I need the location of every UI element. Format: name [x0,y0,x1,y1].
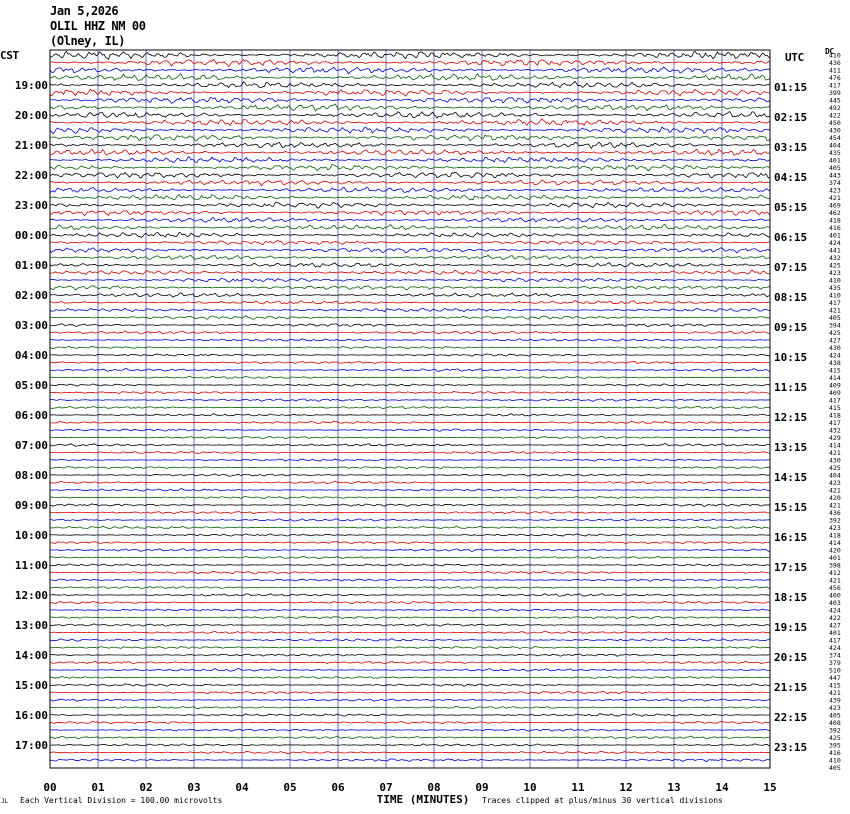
trace-line [50,376,770,378]
trace-line [50,149,770,155]
dc-offset-label: 410 [829,756,841,765]
dc-header-label: DC [825,47,834,56]
plot-frame [50,50,770,768]
trace-line [50,195,770,200]
trace-line [50,301,770,304]
dc-offset-label: 392 [829,516,841,525]
scale-note: Each Vertical Division = 100.00 microvolts [20,796,223,805]
dc-offset-label: 430 [829,456,841,465]
dc-offset-label: 412 [829,569,841,577]
x-tick-label: 07 [379,781,393,794]
trace-line [50,240,770,244]
left-hour-label: 05:00 [14,379,48,392]
trace-line [50,414,770,416]
x-axis-label: TIME (MINUTES) [376,793,470,806]
trace-line [50,391,770,393]
dc-offset-label: 424 [829,606,841,615]
dc-offset-label: 425 [829,464,841,472]
trace-line [50,467,770,469]
left-hour-label: 11:00 [14,559,48,572]
dc-offset-label: 438 [829,359,841,367]
trace-line [50,534,770,536]
dc-offset-label: 415 [829,366,841,375]
dc-offset-label: 445 [829,96,841,105]
dc-offset-label: 450 [829,119,841,127]
dc-offset-label: 409 [829,389,841,397]
left-hour-label: 02:00 [14,289,48,302]
trace-line [50,89,770,96]
dc-offset-label: 414 [829,539,841,547]
trace-line [50,639,770,642]
dc-offset-label: 421 [829,486,841,495]
left-hour-label: 13:00 [14,619,48,632]
left-hour-label: 23:00 [14,199,48,212]
dc-offset-label: 414 [829,441,841,450]
trace-line [50,127,770,134]
dc-offset-label: 423 [829,186,841,195]
trace-line [50,187,770,192]
left-timezone-label: CST [0,49,19,62]
trace-line [50,549,770,552]
trace-line [50,81,770,87]
trace-line [50,601,770,603]
trace-line [50,616,770,618]
dc-offset-label: 417 [829,396,841,405]
right-hour-label: 17:15 [774,561,808,574]
seismic-traces [50,51,770,761]
left-hour-label: 17:00 [14,739,48,752]
x-tick-label: 04 [235,781,249,794]
dc-offset-label: 439 [829,696,841,705]
x-tick-label: 05 [283,781,297,794]
x-tick-label: 14 [715,781,729,794]
trace-line [50,97,770,103]
trace-line [50,481,770,484]
right-hour-label: 12:15 [774,411,808,424]
dc-offset-label: 422 [829,111,841,120]
right-hour-label: 22:15 [774,711,808,724]
dc-offset-label: 421 [829,689,841,697]
dc-offset-label: 469 [829,201,841,210]
dc-offset-label: 417 [829,419,841,427]
dc-offset-label: 392 [829,726,841,735]
trace-line [50,339,770,341]
trace-line [50,286,770,290]
dc-offset-label: 427 [829,336,841,345]
dc-offset-label: 423 [829,479,841,487]
trace-line [50,519,770,521]
left-hour-label: 04:00 [14,349,48,362]
dc-offset-label: 405 [829,164,841,172]
x-tick-label: 02 [139,781,153,794]
trace-line [50,496,770,498]
trace-line [50,384,770,386]
trace-line [50,624,770,626]
trace-line [50,210,770,215]
dc-offset-label: 441 [829,246,841,255]
trace-line [50,459,770,461]
trace-line [50,571,770,574]
dc-offset-label: 421 [829,576,841,585]
trace-line [50,751,770,753]
left-hour-label: 09:00 [14,499,48,512]
dc-offset-label: 432 [829,254,841,262]
right-hour-label: 14:15 [774,471,808,484]
right-hour-label: 08:15 [774,291,808,304]
dc-offset-label: 435 [829,284,841,292]
x-tick-label: 03 [187,781,201,794]
right-hour-label: 04:15 [774,171,808,184]
dc-offset-label: 429 [829,434,841,442]
dc-offset-label: 436 [829,59,841,67]
trace-line [50,112,770,119]
right-hour-label: 23:15 [774,741,808,754]
dc-offset-label: 399 [829,89,841,97]
dc-offset-label: 436 [829,509,841,517]
dc-offset-label: 405 [829,764,841,772]
left-hour-label: 22:00 [14,169,48,182]
dc-offset-label: 416 [829,224,841,232]
trace-line [50,180,770,186]
right-hour-labels [774,81,807,754]
left-hour-label: 06:00 [14,409,48,422]
dc-offset-label: 447 [829,674,841,682]
left-hour-label: 07:00 [14,439,48,452]
dc-offset-label: 425 [829,734,841,742]
trace-line [50,654,770,656]
dc-offset-label: 400 [829,591,841,600]
right-hour-label: 05:15 [774,201,808,214]
dc-offset-label: 410 [829,291,841,300]
x-tick-label: 11 [571,781,585,794]
left-hour-labels [15,79,48,752]
x-tick-label: 01 [91,781,105,794]
dc-offset-label: 415 [829,404,841,412]
dc-offset-label: 401 [829,629,841,637]
dc-offset-label: 425 [829,261,841,270]
trace-line [50,224,770,229]
dc-offset-label: 374 [829,651,841,660]
trace-line [50,429,770,431]
trace-line [50,331,770,334]
trace-line [50,646,770,648]
trace-line [50,104,770,111]
right-hour-label: 15:15 [774,501,808,514]
x-tick-label: 13 [667,781,681,794]
right-hour-label: 11:15 [774,381,808,394]
right-hour-label: 02:15 [774,111,808,124]
x-tick-label: 10 [523,781,537,794]
dc-offset-label: 421 [829,194,841,202]
trace-line [50,631,770,633]
right-timezone-label: UTC [785,51,804,64]
right-hour-label: 21:15 [774,681,808,694]
dc-offset-label: 404 [829,141,841,150]
trace-line [50,59,770,66]
x-tick-label: 09 [475,781,489,794]
dc-offset-label: 401 [829,156,841,165]
trace-line [50,684,770,687]
dc-offset-label: 421 [829,306,841,315]
x-tick-label: 12 [619,781,633,794]
trace-line [50,661,770,663]
right-hour-label: 09:15 [774,321,808,334]
trace-line [50,293,770,297]
x-tick-label: 08 [427,781,441,794]
trace-line [50,489,770,491]
left-hour-label: 14:00 [14,649,48,662]
trace-line [50,217,770,222]
trace-line [50,346,770,348]
trace-line [50,263,770,267]
dc-offset-label: 420 [829,546,841,555]
trace-line [50,511,770,513]
dc-offset-label: 456 [829,584,841,592]
right-hour-label: 07:15 [774,261,808,274]
trace-line [50,135,770,141]
trace-line [50,579,770,581]
trace-line [50,556,770,558]
right-hour-label: 18:15 [774,591,808,604]
right-hour-label: 10:15 [774,351,808,364]
dc-offset-label: 405 [829,314,841,322]
dc-offset-label: 492 [829,104,841,112]
dc-offset-label: 418 [829,531,841,540]
left-hour-label: 21:00 [14,139,48,152]
trace-line [50,759,770,762]
dc-offset-label: 462 [829,209,841,217]
dc-offset-label: 418 [829,216,841,225]
trace-line [50,586,770,589]
trace-line [50,67,770,74]
trace-line [50,504,770,507]
dc-offset-label: 510 [829,666,841,675]
dc-offset-label: 423 [829,704,841,712]
dc-offset-label: 427 [829,621,841,630]
trace-line [50,248,770,253]
trace-line [50,324,770,327]
trace-line [50,354,770,356]
dc-offset-label: 430 [829,344,841,352]
left-hour-label: 00:00 [14,229,48,242]
dc-offset-label: 454 [829,134,841,142]
dc-offset-label: 417 [829,81,841,90]
left-hour-label: 16:00 [14,709,48,722]
left-hour-label: 08:00 [14,469,48,482]
right-hour-label: 06:15 [774,231,808,244]
dc-offset-label: 425 [829,329,841,337]
date-title: Jan 5,2026 [50,4,119,18]
station-title: OLIL HHZ NM 00 [50,19,146,33]
trace-line [50,233,770,238]
trace-line [50,119,770,126]
trace-line [50,421,770,424]
trace-line [50,526,770,528]
x-tick-label: 06 [331,781,345,794]
dc-offset-label: 443 [829,171,841,180]
dc-offset-label: 423 [829,269,841,277]
trace-line [50,74,770,81]
dc-offset-label: 416 [829,749,841,757]
trace-line [50,542,770,544]
minute-gridlines [98,50,722,768]
trace-line [50,406,770,408]
clip-note: Traces clipped at plus/minus 30 vertical divisions [482,796,723,805]
dc-offset-label: 418 [829,411,841,420]
trace-line [50,736,770,739]
right-hour-label: 03:15 [774,141,808,154]
left-hour-label: 01:00 [14,259,48,272]
dc-offset-label: 422 [829,614,841,622]
trace-line [50,669,770,672]
right-hour-label: 20:15 [774,651,808,664]
dc-offset-label: 379 [829,659,841,667]
trace-line [50,142,770,148]
dc-offset-label: 409 [829,381,841,390]
trace-line [50,594,770,597]
trace-line [50,721,770,723]
dc-offset-label: 395 [829,741,841,750]
trace-line [50,676,770,678]
dc-offset-label: 476 [829,74,841,82]
dc-offset-label: 410 [829,51,841,60]
dc-offset-label: 405 [829,711,841,720]
trace-line [50,691,770,693]
trace-line [50,744,770,746]
trace-line [50,51,770,59]
dc-offset-label: 374 [829,179,841,187]
dc-offset-label: 423 [829,524,841,532]
trace-line [50,564,770,566]
dc-offset-label: 414 [829,374,841,382]
trace-line [50,255,770,260]
trace-line [50,368,770,371]
left-hour-label: 10:00 [14,529,48,542]
trace-line [50,278,770,282]
right-hour-label: 19:15 [774,621,808,634]
trace-line [50,399,770,402]
dc-offset-label: 435 [829,149,841,157]
left-hour-label: 15:00 [14,679,48,692]
dc-offset-label: 417 [829,636,841,645]
dc-offset-labels [829,52,841,773]
location-title: (Olney, IL) [50,34,126,48]
trace-line [50,308,770,312]
right-hour-label: 16:15 [774,531,808,544]
dc-offset-label: 415 [829,681,841,690]
trace-line [50,474,770,476]
dc-offset-label: 408 [829,719,841,727]
dc-offset-label: 421 [829,501,841,510]
dc-offset-label: 401 [829,231,841,240]
trace-line [50,714,770,717]
dc-offset-label: 424 [829,644,841,652]
trace-line [50,729,770,731]
left-hour-label: 12:00 [14,589,48,602]
dc-offset-label: 398 [829,561,841,570]
right-hour-label: 01:15 [774,81,808,94]
dc-offset-label: 430 [829,126,841,135]
trace-line [50,451,770,453]
dc-offset-label: 411 [829,66,841,75]
dc-offset-label: 432 [829,426,841,435]
right-hour-label: 13:15 [774,441,808,454]
dc-offset-label: 401 [829,554,841,562]
dc-offset-label: 404 [829,471,841,480]
x-tick-label: 00 [43,781,57,794]
dc-offset-label: 420 [829,494,841,502]
left-hour-label: 03:00 [14,319,48,332]
trace-line [50,444,770,447]
corner-mark: JL [1,798,9,805]
trace-line [50,706,770,708]
trace-line [50,361,770,363]
left-hour-label: 20:00 [14,109,48,122]
dc-offset-label: 424 [829,351,841,360]
trace-line [50,270,770,275]
trace-line [50,316,770,319]
trace-line [50,202,770,208]
dc-offset-label: 394 [829,321,841,330]
trace-line [50,157,770,162]
trace-line [50,172,770,178]
dc-offset-label: 417 [829,299,841,307]
trace-line [50,436,770,438]
trace-line [50,164,770,171]
trace-line [50,699,770,702]
x-tick-label: 15 [763,781,777,794]
dc-offset-label: 410 [829,276,841,285]
trace-line [50,609,770,611]
left-hour-label: 19:00 [14,79,48,92]
dc-offset-label: 424 [829,239,841,247]
dc-offset-label: 403 [829,599,841,607]
dc-offset-label: 421 [829,449,841,457]
